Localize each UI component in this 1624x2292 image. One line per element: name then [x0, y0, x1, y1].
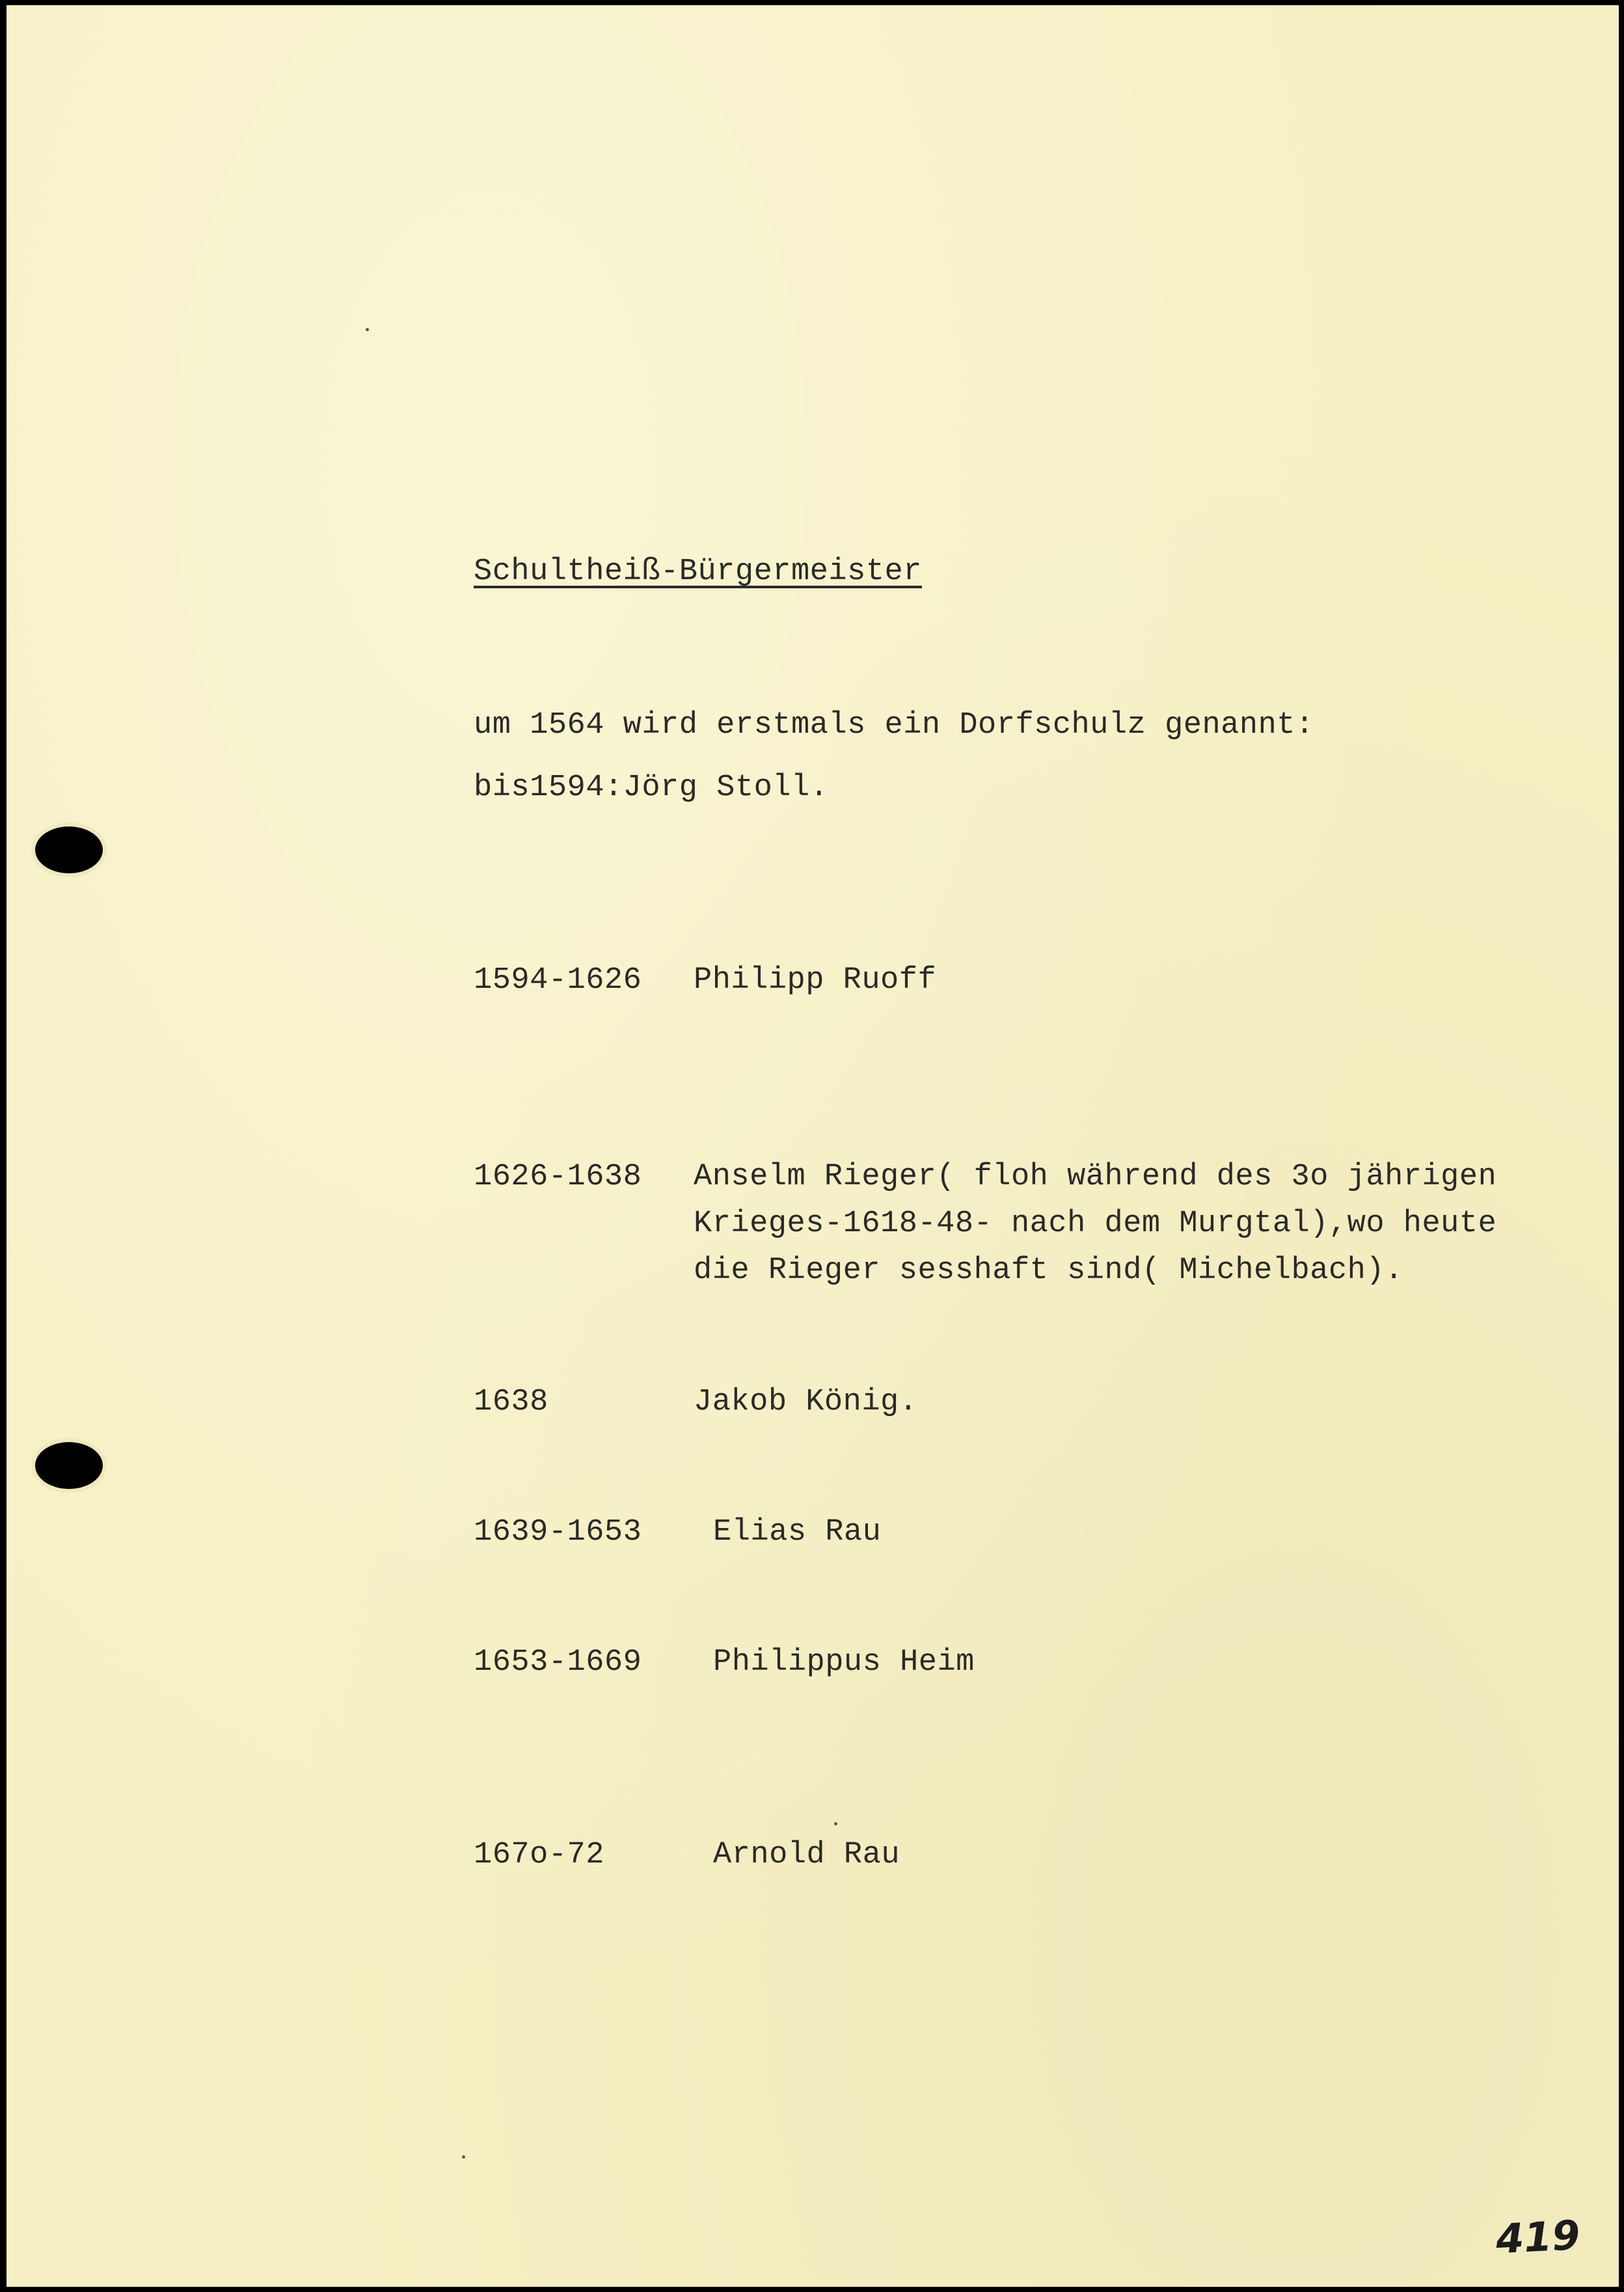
entry-text: Philipp Ruoff [694, 963, 937, 998]
page-heading: Schultheiß-Bürgermeister [474, 554, 922, 589]
paper-speck [462, 2155, 465, 2159]
paper-speck [366, 328, 369, 331]
entry-text: Krieges-1618-48- nach dem Murgtal),wo heute [694, 1207, 1497, 1241]
entry-years: 1653-1669 [474, 1645, 642, 1680]
entry-text: Philippus Heim [713, 1645, 975, 1680]
entry-text: Anselm Rieger( floh während des 3o jährigen [694, 1160, 1497, 1194]
intro-line: um 1564 wird erstmals ein Dorfschulz genannt: [474, 708, 1314, 743]
paper-speck [834, 1822, 837, 1825]
intro-line: bis1594:Jörg Stoll. [474, 771, 829, 805]
entry-text: Jakob König. [694, 1385, 918, 1419]
entry-years: 167o-72 [474, 1838, 604, 1872]
punch-hole-lower [35, 1442, 103, 1489]
entry-text: die Rieger sesshaft sind( Michelbach). [694, 1253, 1403, 1288]
entry-years: 1626-1638 [474, 1160, 642, 1194]
entry-years: 1638 [474, 1385, 548, 1419]
entry-text: Elias Rau [713, 1515, 882, 1549]
page-number: 419 [1494, 2211, 1581, 2263]
entry-years: 1594-1626 [474, 963, 642, 998]
punch-hole-upper [35, 826, 103, 873]
document-page [7, 5, 1619, 2287]
entry-years: 1639-1653 [474, 1515, 642, 1549]
entry-text: Arnold Rau [713, 1838, 900, 1872]
